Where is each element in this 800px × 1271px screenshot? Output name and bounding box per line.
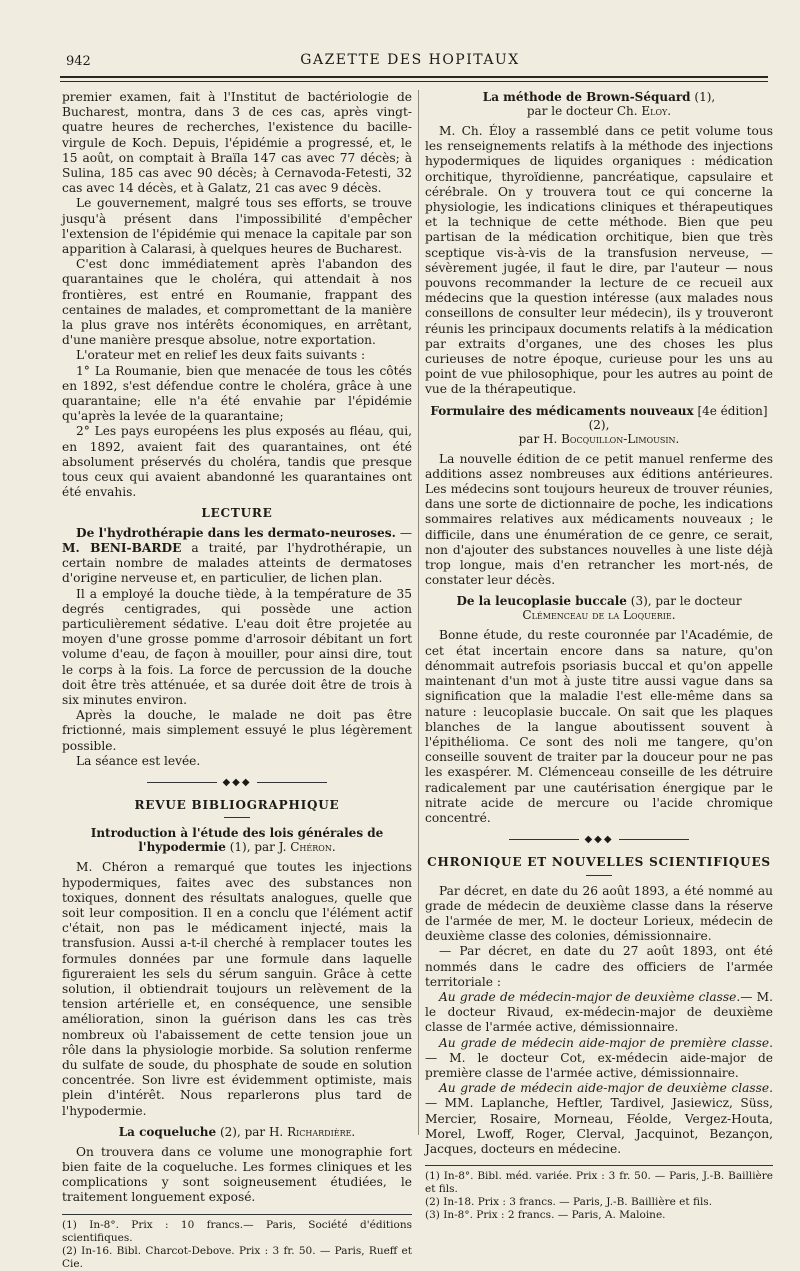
lecture-title: De l'hydrothérapie dans les dermato-neuroses.: [76, 525, 396, 540]
book-title-text: De la leucoplasie buccale: [456, 594, 627, 609]
ornament-divider: ◆◆◆: [425, 832, 773, 847]
lecture-author: M. BENI-BARDE: [62, 540, 182, 555]
paragraph: L'orateur met en relief les deux faits suivants :: [76, 348, 366, 363]
book-title-coqueluche: [62, 1125, 412, 1139]
footnote-rule: [425, 1165, 773, 1166]
book-title-text: La méthode de Brown-Séquard: [482, 90, 691, 104]
page-header: [60, 52, 760, 74]
grade-label: Au grade de médecin aide-major de première classe.: [439, 1035, 773, 1050]
book-title-brown-sequard: [425, 90, 773, 118]
book-title-text: Formulaire des médicaments nouveaux: [430, 403, 694, 418]
paragraph: Il a employé la douche tiède, à la température de 35 degrés centigrades, qui possède une action particulièrement sédative. L'eau doit être projetée au moyen d'une grosse pomme d'arrosoir débitant un fort volume d'eau, de façon à mouiller, pour ainsi dire, tout le corps à la fois. La force de percussion de la douche doit être très atténuée, et sa durée doit être de trois à six minutes environ.: [62, 586, 412, 707]
book-byline: par H.: [518, 431, 562, 446]
paragraph: [425, 990, 773, 1036]
book-title-intro: [62, 826, 412, 854]
dash: —: [395, 525, 413, 540]
lecture-text: a traité, par l'hydrothérapie, un certain nombre de malades atteints de dermatoses d'origine nerveuse et, en particulier, de lichen plan.: [62, 540, 412, 586]
paragraph: Le gouvernement, malgré tous ses efforts, se trouve jusqu'à présent dans l'impossibilité d'empêcher l'extension de l'épidémie qui menace la capitale par son apparition à Calarasi, à quelques heures de Bucharest.: [62, 196, 412, 257]
paragraph: On trouvera dans ce volume une monographie fort bien faite de la coqueluche. Les formes cliniques et les complications y sont soigneusement étudiées, le traitement longuement exposé.: [62, 1144, 412, 1205]
footnote-rule: [62, 1214, 412, 1215]
grade-text: — M. le docteur Cot, ex-médecin aide-major de première classe de l'armée active, démissionnaire.: [425, 1050, 773, 1080]
short-rule: [586, 875, 612, 876]
book-title-rest: (1),: [690, 90, 716, 104]
book-byline: par le docteur Ch.: [526, 104, 642, 118]
book-title-text: Introduction à l'étude des lois générales de l'hypodermie: [90, 826, 384, 855]
footnote: (1) In-8°. Bibl. méd. variée. Prix : 3 fr. 50. — Paris, J.-B. Baillière et fils.: [425, 1170, 773, 1196]
book-title-rest: (3), par le docteur: [626, 594, 742, 609]
paragraph: M. Chéron a remarqué que toutes les injections hypodermiques, faites avec des substances non toxiques, donnent des résultats analogues, quelle que soit leur composition. Il en a conclu que l'élément actif c'était, non pas le médicament injecté, mais la transfusion. Aussi a-t-il cherché à remplacer toutes les formules données par une formule dans laquelle figureraient les sels du sérum sanguin. Grâce à cette solution, il obtiendrait toujours un relèvement de la tension artérielle et, en conséquence, une sensible amélioration, sinon la guérison dans les cas très nombreux où l'abaissement de cette tension joue un rôle dans la physiologie morbide. Sa solution renferme du sulfate de soude, du phosphate de soude en solution concentrée. Son livre est évidemment optimiste, mais plein d'intérêt. Nous reparlerons plus tard de l'hypodermie.: [62, 860, 412, 1118]
book-title-formulaire: [425, 404, 773, 446]
book-title-text: La coqueluche: [118, 1124, 217, 1139]
book-title-leucoplasie: [425, 594, 773, 622]
right-column: [425, 90, 773, 1222]
footnote: (1) In-8°. Prix : 10 francs.— Paris, Société d'éditions scientifiques.: [62, 1218, 412, 1244]
book-author: Richardière.: [287, 1124, 356, 1139]
book-title-rest: (1), par J.: [225, 840, 291, 855]
footnote: (2) In-16. Bibl. Charcot-Debove. Prix : 3 fr. 50. — Paris, Rueff et Cie.: [62, 1244, 412, 1270]
chronique-heading: CHRONIQUE ET NOUVELLES SCIENTIFIQUES: [427, 855, 771, 870]
column-separator: [418, 90, 419, 1135]
short-rule: [224, 817, 250, 818]
paragraph: — Par décret, en date du 27 août 1893, ont été nommés dans le cadre des officiers de l'armée territoriale :: [425, 944, 773, 989]
book-title-rest: (2), par H.: [216, 1124, 288, 1139]
paragraph: M. Ch. Éloy a rassemblé dans ce petit volume tous les renseignements relatifs à la méthode des injections hypodermiques de liquides organiques : médication orchitique, thyroïdienne, pancréatique, capsulaire et cérébrale. On y trouvera tout ce qui concerne la physiologie, les indications cliniques et thérapeutiques et la technique de cette méthode. Bien que peu partisan de la médication orchitique, bien que très sceptique vis-à-vis de la transfusion nerveuse, — sévèrement jugée, il faut le dire, par l'auteur — nous pouvons recommander la lecture de ce recueil aux médecins que la question intéresse (aux malades nous conseillons de consulter leur médecin), ils y trouveront réunis les principaux documents relatifs à la médication par extraits d'organes, une des choses les plus curieuses de notre époque, curieuse pour les uns au point de vue philosophique, pour les autres au point de vue de la thérapeutique.: [425, 124, 773, 397]
book-author: Bocquillon-Limousin.: [561, 431, 680, 446]
book-author: Chéron.: [290, 840, 336, 855]
book-author: Clémenceau de la Loquerie.: [522, 608, 676, 623]
grade-label: Au grade de médecin aide-major de deuxième classe.: [439, 1081, 773, 1096]
paragraph: C'est donc immédiatement après l'abandon des quarantaines que le choléra, qui attendait à nos frontières, est entré en Roumanie, frappant des centaines de malades, et compromettant de la manière la plus grave nos intérêts économiques, en arrêtant, d'une manière presque absolue, notre exportation.: [62, 257, 412, 348]
lecture-paragraph: [62, 526, 412, 587]
left-column: [62, 90, 412, 1271]
paragraph: Bonne étude, du reste couronnée par l'Académie, de cet état incertain encore dans sa nature, qu'on dénommait autrefois psoriasis buccal et qu'on appelle maintenant d'un mot à juste titre aussi vague dans sa signification que la maladie l'est elle-même dans sa nature : leucoplasie buccale. On sait que les plaques blanches de la langue aboutissent souvent à l'épithélioma. Ce sont des noli me tangere, qu'on conseille souvent de traiter par la douceur pour ne pas les exaspérer. M. Clémenceau conseille de les détruire radicalement par une cautérisation énergique par le nitrate acide de mercure ou l'acide chromique concentré.: [425, 628, 773, 825]
page-number: 942: [66, 54, 91, 69]
paragraph: Par décret, en date du 26 août 1893, a été nommé au grade de médecin de deuxième classe dans la réserve de l'armée de mer, M. le docteur Lorieux, médecin de deuxième classe des colonies, démissionnaire.: [425, 883, 773, 944]
paragraph: [425, 1036, 773, 1082]
ornament-divider: ◆◆◆: [62, 775, 412, 790]
header-rule: [60, 76, 768, 82]
paragraph: La séance est levée.: [76, 753, 201, 768]
paragraph: [425, 1081, 773, 1157]
paragraph: 2° Les pays européens les plus exposés au fléau, qui, en 1892, avaient fait des quarantaines, ont été absolument préservés du choléra, tandis que presque tous ceux qui avaient abandonné les quarantaines ont été envahis.: [62, 424, 412, 500]
lecture-heading: LECTURE: [201, 506, 273, 521]
paragraph: La nouvelle édition de ce petit manuel renferme des additions assez nombreuses aux éditions antérieures. Les médecins sont toujours heureux de trouver réunies, dans une sorte de dictionnaire de poche, les indications sommaires relatives aux médicaments nouveaux ; le difficile, dans une énumération de ce genre, ce serait, non d'ajouter des substances nouvelles à une liste déjà trop longue, mais d'en retrancher les mort-nés, de constater leur décès.: [425, 451, 773, 588]
book-title-rest: [4e édition] (2),: [588, 403, 768, 432]
journal-title: GAZETTE DES HOPITAUX: [300, 52, 520, 68]
grade-text: — MM. Laplanche, Heftler, Tardivel, Jasiewicz, Süss, Mercier, Rosaire, Morneau, Féolde, Vergez-Houta, Morel, Lwoff, Roger, Clerval, Jacquinot, Bezançon, Jacques, docteurs en médecine.: [425, 1096, 773, 1156]
footnote: (2) In-18. Prix : 3 francs. — Paris, J.-B. Baillière et fils.: [425, 1196, 713, 1209]
paragraph: 1° La Roumanie, bien que menacée de tous les côtés en 1892, s'est défendue contre le choléra, grâce à une quarantaine; elle n'a été envahie par l'épidémie qu'après la levée de la quarantaine;: [62, 363, 412, 424]
footnote: (3) In-8°. Prix : 2 francs. — Paris, A. Maloine.: [425, 1209, 666, 1222]
paragraph: premier examen, fait à l'Institut de bactériologie de Bucharest, montra, dans 3 de ces cas, après vingt-quatre heures de recherches, l'existence du bacille-virgule de Koch. Depuis, l'épidémie a progressé, et, le 15 août, on comptait à Braïla 147 cas avec 77 décès; à Sulina, 185 cas avec 90 décès; à Cernavoda-Fetesti, 32 cas avec 14 décès, et à Galatz, 21 cas avec 9 décès.: [62, 90, 412, 196]
grade-label: Au grade de médecin-major de deuxième classe.: [439, 989, 741, 1004]
book-author: Eloy.: [641, 104, 672, 118]
revue-heading: REVUE BIBLIOGRAPHIQUE: [134, 798, 340, 813]
paragraph: Après la douche, le malade ne doit pas être frictionné, mais simplement essuyé le plus légèrement possible.: [62, 708, 412, 753]
grade-text: — M. le docteur Rivaud, ex-médecin-major de deuxième classe de l'armée active, démissionnaire.: [425, 989, 773, 1035]
